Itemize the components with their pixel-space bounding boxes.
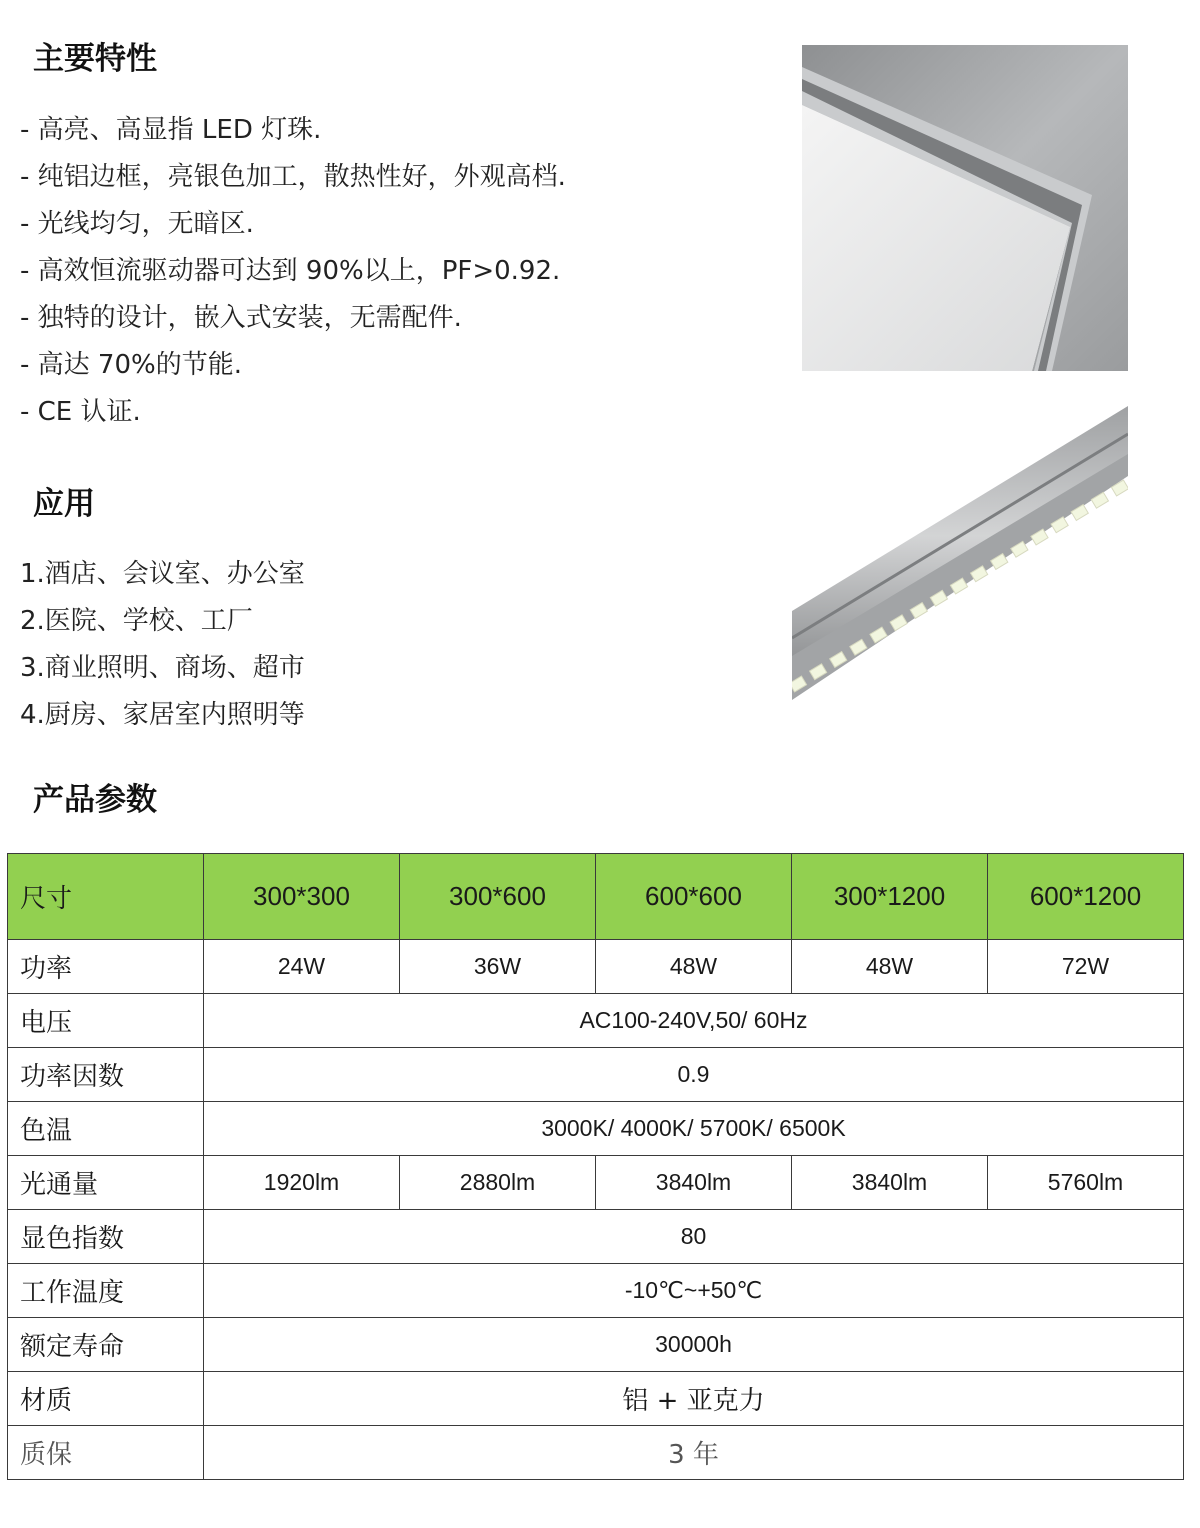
power-cell: 72W <box>988 940 1184 994</box>
table-row <box>8 1372 1184 1426</box>
power-cell: 36W <box>400 940 596 994</box>
size-label: 尺寸 <box>8 854 204 940</box>
voltage-label: 电压 <box>8 994 204 1048</box>
size-cell: 300*600 <box>400 854 596 940</box>
color-temp-label: 色温 <box>8 1102 204 1156</box>
material-label: 材质 <box>8 1372 204 1426</box>
application-item: 2.医院、学校、工厂 <box>20 606 253 636</box>
applications-heading: 应用 <box>33 486 95 522</box>
lifespan-label: 额定寿命 <box>8 1318 204 1372</box>
features-list <box>20 107 566 436</box>
table-row <box>8 1426 1184 1480</box>
table-header-row <box>8 854 1184 940</box>
table-row <box>8 994 1184 1048</box>
luminous-flux-cell: 2880lm <box>400 1156 596 1210</box>
power-cell: 48W <box>596 940 792 994</box>
table-row <box>8 940 1184 994</box>
material-value: 铝 + 亚克力 <box>204 1372 1184 1426</box>
luminous-flux-cell: 3840lm <box>596 1156 792 1210</box>
features-heading: 主要特性 <box>33 41 157 77</box>
specs-table <box>7 853 1184 1480</box>
size-cell: 600*600 <box>596 854 792 940</box>
size-cell: 600*1200 <box>988 854 1184 940</box>
application-item: 3.商业照明、商场、超市 <box>20 653 305 683</box>
table-row <box>8 1048 1184 1102</box>
warranty-label: 质保 <box>8 1426 204 1480</box>
lifespan-value: 30000h <box>204 1318 1184 1372</box>
feature-item: - 纯铝边框，亮银色加工，散热性好，外观高档. <box>20 162 566 192</box>
luminous-flux-cell: 5760lm <box>988 1156 1184 1210</box>
panel-corner-photo <box>802 45 1128 371</box>
feature-item: - 高亮、高显指 LED 灯珠. <box>20 115 322 145</box>
luminous-flux-label: 光通量 <box>8 1156 204 1210</box>
power-factor-label: 功率因数 <box>8 1048 204 1102</box>
operating-temp-value: -10℃~+50℃ <box>204 1264 1184 1318</box>
led-strip-photo <box>792 406 1128 700</box>
feature-item: - 独特的设计，嵌入式安装，无需配件. <box>20 303 462 333</box>
applications-list <box>20 551 305 739</box>
size-cell: 300*1200 <box>792 854 988 940</box>
operating-temp-label: 工作温度 <box>8 1264 204 1318</box>
power-factor-value: 0.9 <box>204 1048 1184 1102</box>
cri-value: 80 <box>204 1210 1184 1264</box>
luminous-flux-cell: 1920lm <box>204 1156 400 1210</box>
application-item: 4.厨房、家居室内照明等 <box>20 700 305 730</box>
feature-item: - 高达 70%的节能. <box>20 350 242 380</box>
table-row <box>8 1156 1184 1210</box>
table-row <box>8 1210 1184 1264</box>
feature-item: - 高效恒流驱动器可达到 90%以上，PF>0.92. <box>20 256 561 286</box>
color-temp-value: 3000K/ 4000K/ 5700K/ 6500K <box>204 1102 1184 1156</box>
specs-heading: 产品参数 <box>33 782 157 818</box>
cri-label: 显色指数 <box>8 1210 204 1264</box>
feature-item: - 光线均匀，无暗区. <box>20 209 254 239</box>
power-cell: 24W <box>204 940 400 994</box>
application-item: 1.酒店、会议室、办公室 <box>20 559 305 589</box>
feature-item: - CE 认证. <box>20 397 141 427</box>
table-row <box>8 1102 1184 1156</box>
table-row <box>8 1318 1184 1372</box>
table-row <box>8 1264 1184 1318</box>
luminous-flux-cell: 3840lm <box>792 1156 988 1210</box>
voltage-value: AC100-240V,50/ 60Hz <box>204 994 1184 1048</box>
power-cell: 48W <box>792 940 988 994</box>
power-label: 功率 <box>8 940 204 994</box>
size-cell: 300*300 <box>204 854 400 940</box>
warranty-value: 3 年 <box>204 1426 1184 1480</box>
